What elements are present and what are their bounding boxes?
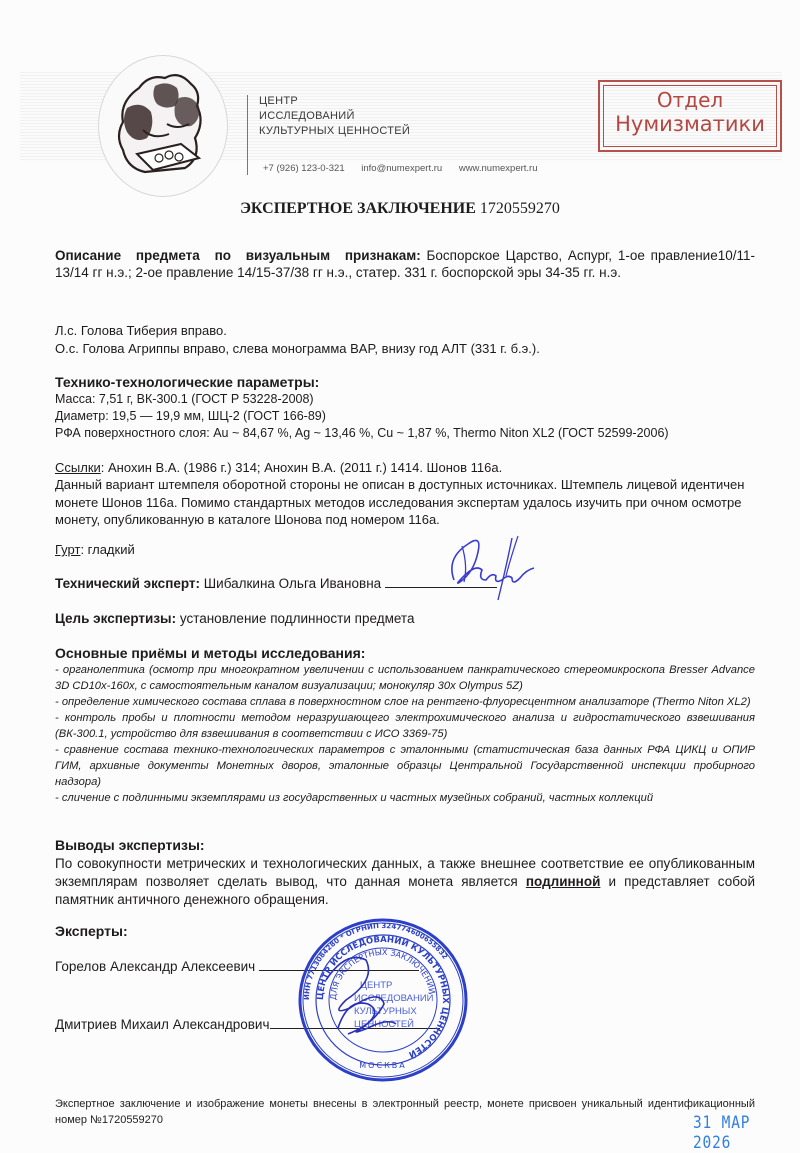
website-link[interactable]: www.numexpert.ru (458, 163, 538, 174)
references-note: Данный вариант штемпеля оборотной стороны не описан в доступных источниках. Штемпель лицевой идентичен монете Шонов 116а. Помимо стандартных методов исследования экспертам удалось изучить при очном осмотре монету, опубликованную в каталоге Шонова под номером 116а. (55, 477, 745, 527)
department-stamp (598, 80, 782, 152)
header-divider (247, 95, 248, 175)
tech-expert-line (55, 575, 755, 592)
conclusion-text-after: и представляет собой памятник античного денежного обращения. (55, 874, 755, 907)
organization-round-seal (298, 918, 468, 1082)
purpose-value: установление подлинности предмета (179, 611, 415, 626)
department-stamp-line: Отдел (656, 88, 724, 112)
seal-center-line: ЦЕННОСТЕЙ (354, 1019, 414, 1030)
conclusion-heading: Выводы экспертизы: (55, 837, 205, 853)
reverse-description: О.с. Голова Агриппы вправо, слева монограмма BAP, внизу год АЛТ (331 г. б.э.). (55, 341, 540, 356)
edge-value: : гладкий (80, 542, 135, 557)
methods-heading: Основные приёмы и методы исследования: (55, 645, 366, 661)
conclusion-verdict: подлинной (525, 874, 601, 889)
references-line (55, 459, 755, 476)
seal-center-line: КУЛЬТУРНЫХ (354, 1006, 417, 1017)
document-number: 1720559270 (479, 200, 560, 217)
technical-xrf: РФА поверхностного слоя: Au ~ 84,67 %, Ag ~ 13,46 %, Cu ~ 1,87 %, Thermo Niton XL2 (ГОСТ 52599-2006) (55, 426, 669, 440)
contact-info (263, 163, 552, 174)
technical-diameter: Диаметр: 19,5 — 19,9 мм, ШЦ-2 (ГОСТ 166-89) (55, 409, 326, 423)
references-text: : Анохин В.А. (1986 г.) 314; Анохин В.А. (2011 г.) 1414. Шонов 116а. (100, 460, 503, 475)
obverse-description: Л.с. Голова Тиберия вправо. (55, 323, 227, 338)
description-label: Описание предмета по визуальным признакам: (55, 248, 421, 263)
phone-number[interactable]: +7 (926) 123-0-321 (263, 163, 345, 174)
seal-city: МОСКВА (359, 1061, 407, 1070)
seal-center-line: ИССЛЕДОВАНИЙ (354, 993, 434, 1004)
tech-expert-label: Технический эксперт: (55, 576, 201, 591)
experts-heading: Эксперты: (55, 923, 128, 939)
description-text: Боспорское Царство, Аспург, 1-ое правление10/11-13/14 гг н.э.; 2-ое правление 14/15-37/38 гг н.э., статер. 331 г. боспорской эры 34-35 гг. н.э. (55, 248, 755, 280)
tech-expert-name: Шибалкина Ольга Ивановна (203, 576, 382, 591)
document-title-label: ЭКСПЕРТНОЕ ЗАКЛЮЧЕНИЕ (240, 200, 476, 217)
email-link[interactable]: info@numexpert.ru (361, 163, 443, 174)
description-section (55, 247, 755, 281)
registry-note: Экспертное заключение и изображение монеты внесены в электронный реестр, монете присвоен уникальный идентификационный номер №1720559270 (55, 1098, 755, 1126)
experts-examining-coins-icon (109, 68, 217, 186)
methods-item: - сличение с подлинными экземплярами из государственных и частных музейных собраний, частных коллекций (55, 792, 654, 804)
purpose-label: Цель экспертизы: (55, 611, 177, 626)
methods-item: - сравнение состава технико-технологических параметров с эталонными (статистическая база данных РФА ЦИКЦ и ОПИР ГИМ, архивные документы Монетных дворов, эталонные образцы Центральной Государственной инспекции пробирного надзора) (55, 744, 755, 788)
methods-item: - определение химического состава сплава в поверхностном слое на рентгено-флуоресцентном анализаторе (Thermo Niton XL2) (55, 696, 751, 708)
purpose-line (55, 610, 755, 627)
organization-logo (98, 55, 228, 197)
expert-name: Дмитриев Михаил Александрович (55, 1017, 270, 1032)
org-name-line: КУЛЬТУРНЫХ ЦЕННОСТЕЙ (259, 125, 411, 137)
department-stamp-line: Нумизматики (615, 112, 765, 136)
methods-list (55, 662, 755, 806)
references-label: Ссылки (55, 460, 101, 475)
org-name-line: ИССЛЕДОВАНИЙ (259, 110, 355, 122)
seal-outer-text: ИНН 7713084280 * ОГРНИП 324774600655832 (302, 921, 450, 1001)
edge-label: Гурт (55, 542, 81, 557)
methods-item: - контроль пробы и плотности методом неразрушающего электрохимического анализа и гидростатического взвешивания (ВК-300.1, устройство для взвешивания в соответствии с ИСО 3369-75) (55, 712, 755, 740)
conclusion-text-before: По совокупности метрических и технологических данных, а также внешнее соответствие ее опубликованным экземплярам позволяет сделать вывод, что данная монета является (55, 856, 755, 889)
date-stamp: 31 МАР 2026 (693, 1113, 751, 1153)
seal-center-line: ЦЕНТР (360, 980, 393, 991)
organization-name (259, 94, 410, 139)
expert-name: Горелов Александр Алексеевич (55, 959, 256, 974)
edge-line (55, 541, 755, 558)
technical-heading: Технико-технологические параметры: (55, 374, 320, 390)
conclusion-text (55, 855, 755, 909)
technical-mass: Масса: 7,51 г, ВК-300.1 (ГОСТ Р 53228-2008) (55, 392, 314, 406)
tech-expert-signature (442, 532, 542, 602)
org-name-line: ЦЕНТР (259, 95, 298, 107)
seal-ring-text: ЦЕНТР ИССЛЕДОВАНИЙ КУЛЬТУРНЫХ ЦЕННОСТЕЙ (315, 934, 451, 1060)
document-title (0, 200, 800, 218)
seal-inner-ring-text: ДЛЯ ЭКСПЕРТНЫХ ЗАКЛЮЧЕНИЙ (328, 947, 437, 1001)
methods-item: - органолептика (осмотр при многократном увеличении с использованием панкратического стереомикроскопа Bresser Advance 3D CD10x-160x, с самостоятельным каналом визуализации; монокуляр 30x Olympus 5Z) (55, 664, 755, 692)
